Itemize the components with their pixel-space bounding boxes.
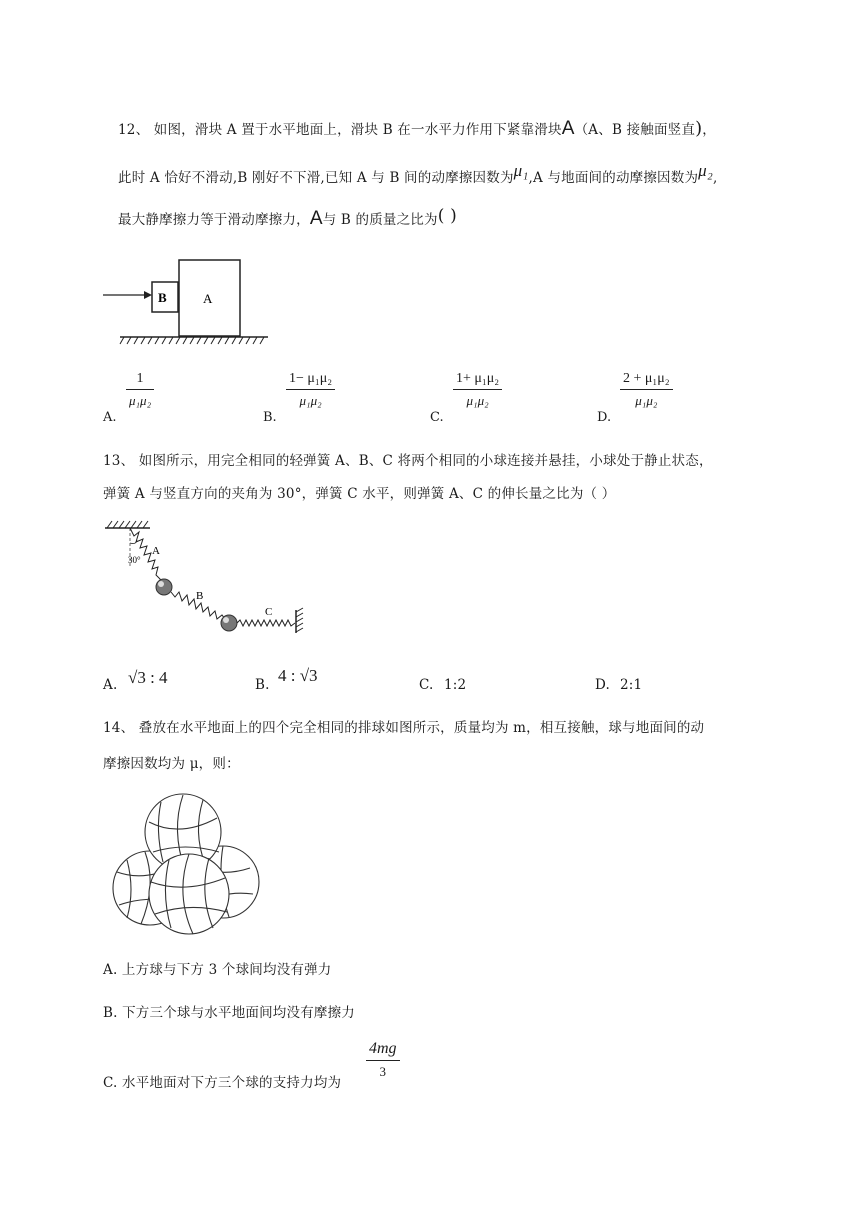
q14-option-b: B. 下方三个球与水平地面间均没有摩擦力: [103, 1005, 356, 1021]
q12-answer-paren: ( ): [437, 206, 457, 226]
ceiling-hatching: [107, 521, 148, 528]
q12-option-a-fraction: [126, 371, 154, 409]
q12-option-a-letter: A.: [103, 410, 117, 425]
q14-line2: 摩擦因数均为 μ，则：: [103, 756, 240, 772]
q14-option-a: A. 上方球与下方 3 个球间均没有弹力: [103, 962, 332, 978]
q14-option-c-fraction: [366, 1040, 400, 1080]
volleyball-front: [149, 854, 229, 934]
q12-option-d-letter: D.: [597, 410, 612, 425]
block-b-label: B: [158, 290, 167, 305]
spring-c: [237, 620, 295, 626]
wall-hatching: [296, 608, 303, 632]
q13-option-d-value: 2:1: [620, 677, 643, 693]
q12-option-a-numerator: 1: [136, 371, 144, 386]
q14-figure: [105, 790, 265, 940]
q13-figure: [100, 515, 310, 640]
q13-line2: 弹簧 A 与竖直方向的夹角为 30°，弹簧 C 水平，则弹簧 A、C 的伸长量之比为（ ）: [103, 486, 616, 502]
angle-label: 30°: [128, 555, 141, 565]
q14-option-c-numerator: 4mg: [369, 1040, 397, 1057]
q12-line1: [118, 118, 716, 140]
ball-upper-highlight: [158, 581, 164, 587]
ball-lower-highlight: [223, 617, 229, 623]
q13-option-d-letter: D.: [595, 677, 611, 693]
q12-option-b-numerator: 1− μ₁μ₂: [289, 371, 333, 386]
spring-b-label: B: [196, 590, 204, 602]
spring-a-label: A: [152, 545, 160, 557]
q12-option-d-fraction: [620, 371, 673, 409]
ball-upper: [156, 579, 172, 595]
q12-option-b-denominator: μ₁μ₂: [286, 389, 335, 409]
q12-option-d-denominator: μ₁μ₂: [620, 389, 673, 409]
spring-c-label: C: [265, 606, 273, 618]
q13-option-c-value: 1:2: [444, 677, 467, 693]
q14-option-c-text: C. 水平地面对下方三个球的支持力均为: [103, 1075, 342, 1091]
q12-line3-text-b: 与 B 的质量之比为: [322, 212, 438, 228]
q14-line1: 14、 叠放在水平地面上的四个完全相同的排球如图所示，质量均为 m，相互接触，球与地面间的动: [103, 720, 705, 736]
q12-option-c-denominator: μ₁μ₂: [453, 389, 502, 409]
block-a-label: A: [203, 291, 213, 306]
q12-option-c-fraction: [453, 371, 502, 409]
force-arrow-head: [144, 291, 152, 299]
q12-close-paren: ): [695, 118, 703, 139]
q13-option-b-value: 4 : √3: [278, 666, 318, 685]
q13-option-c-letter: C.: [419, 677, 434, 693]
q12-option-b-letter: B.: [263, 410, 277, 425]
q12-line2: [118, 161, 718, 187]
q13-option-a-letter: A.: [103, 677, 118, 693]
q12-mu2: μ₂: [698, 161, 713, 180]
q13-option-a-value: √3 : 4: [128, 668, 168, 687]
q12-mu1: μ₁: [513, 161, 529, 180]
q14-option-c-denominator: 3: [366, 1060, 400, 1080]
q12-option-d-numerator: 2 + μ₁μ₂: [623, 371, 670, 386]
q12-line1-text-a: 12、 如图，滑块 A 置于水平地面上，滑块 B 在一水平力作用下紧靠滑块: [118, 122, 562, 138]
q12-line1-text-b: （A、B 接触面竖直: [574, 122, 696, 138]
q12-line1-text-c: ，: [702, 122, 716, 138]
q12-line3: [118, 208, 457, 230]
q12-symbol-a: A: [561, 118, 575, 139]
q12-line3-text-a: 最大静摩擦力等于滑动摩擦力，: [118, 212, 310, 228]
q12-option-b-fraction: [286, 371, 335, 409]
q12-line2-text-c: ,: [713, 170, 718, 186]
q12-line2-text-b: ,A 与地面间的动摩擦因数为: [528, 170, 699, 186]
q13-line1: 13、 如图所示，用完全相同的轻弹簧 A、B、C 将两个相同的小球连接并悬挂，小球处于静止状态，: [103, 453, 713, 469]
q12-option-a-denominator: μ₁μ₂: [126, 389, 154, 409]
ground-hatching: [120, 337, 264, 344]
q12-symbol-a2: A: [309, 208, 323, 229]
ball-lower: [221, 615, 237, 631]
q13-option-b-letter: B.: [255, 677, 270, 693]
q12-figure: [100, 255, 275, 350]
q12-option-c-numerator: 1+ μ₁μ₂: [456, 371, 500, 386]
q12-line2-text-a: 此时 A 恰好不滑动,B 刚好不下滑,已知 A 与 B 间的动摩擦因数为: [118, 170, 514, 186]
q12-option-c-letter: C.: [430, 410, 444, 425]
